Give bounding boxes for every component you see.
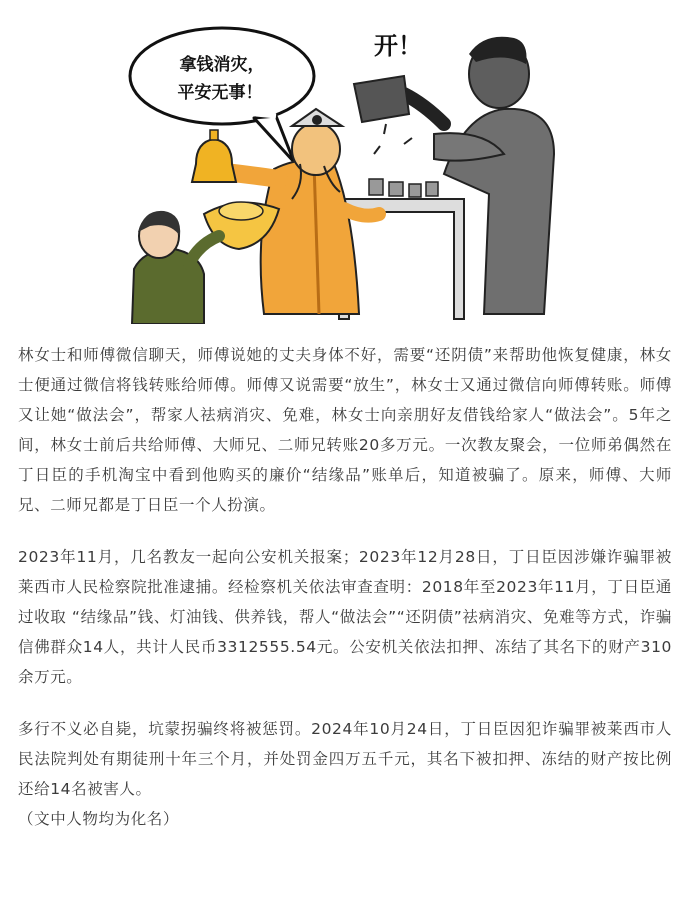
article-paragraph: 林女士和师傅微信聊天，师傅说她的丈夫身体不好，需要“还阴债”来帮助他恢复健康，林女士便通过微信将钱转账给师傅。师傅又说需要“放生”，林女士又通过微信向师傅转账。师傅又让她“做法会”，帮家人祛病消灾、免难，林女士向亲朋好友借钱给家人“做法会”。5年之间，林女士前后共给师傅、大师兄、二师兄转账20多万元。一次教友聚会，一位师弟偶然在丁日臣的手机淘宝中看到他购买的廉价“结缘品”账单后，知道被骗了。原来，师傅、大师兄、二师兄都是丁日臣一个人扮演。 [18,346,672,514]
speech-line-2: 平安无事！ [177,83,263,103]
gold-bell [192,130,236,182]
speech-bubble [130,28,314,124]
alias-note: （文中人物均为化名） [18,810,180,828]
woman-figure [132,211,219,324]
cartoon-illustration [104,14,584,324]
article-paragraph: 2023年11月，几名教友一起向公安机关报案；2023年12月28日，丁日臣因涉嫌诈骗罪被莱西市人民检察院批准逮捕。经检察机关依法审查查明：2018年至2023年11月，丁日臣通过收取 “结缘品”钱、灯油钱、供养钱，帮人“做法会”“还阴债”祛病消灾、免难等方式，诈骗信佛群众14人，共计人民币3312555.54元。公安机关依法扣押、冻结了其名下的财产310余万元。 [18,548,672,686]
cartoon-drawing [104,14,584,324]
speech-line-1: 拿钱消灾， [179,55,265,75]
article-paragraph: 多行不义必自毙，坑蒙拐骗终将被惩罚。2024年10月24日，丁日臣因犯诈骗罪被莱西市人民法院判处有期徒刑十年三个月，并处罚金四万五千元，其名下被扣押、冻结的财产按比例还给14名被害人。 [18,720,672,798]
article-body [18,340,672,834]
exclamation-text: 开！ [374,32,422,60]
